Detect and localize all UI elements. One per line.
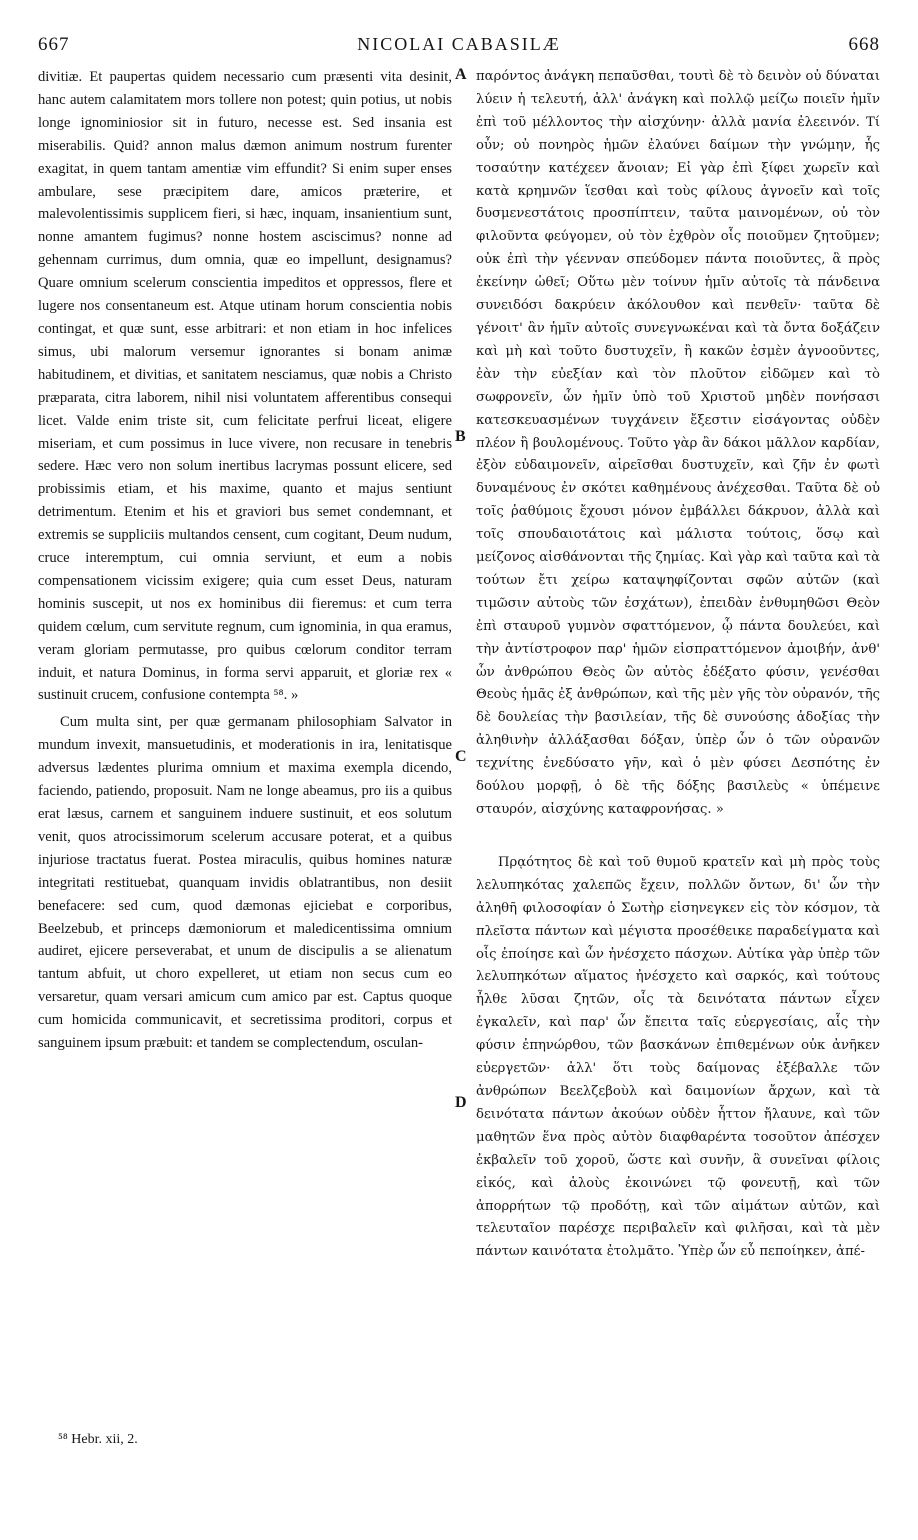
section-marker-c: C: [455, 748, 467, 765]
left-page-number: 667: [38, 34, 70, 55]
latin-column: [38, 66, 452, 1055]
footnote: ⁵⁸ Hebr. xii, 2.: [58, 1432, 138, 1447]
right-page-number: 668: [848, 34, 880, 55]
latin-paragraph: Cum multa sint, per quæ germanam philosophiam Salvator in mundum invexit, mansuetudinis, et moderationis in ira, lenitatisque adversus lædentes plurima omnium et maxima exempla dicendo, faciendo, patiendo, proposuit. Nam ne longe abeamus, pro iis a quibus erat læsus, carnem et sanguinem induere sustinuit, et eos solutum venit, quos atrocissimorum scelerum accusare poterat, et a quibus injuriose tractatus fuerat. Postea miraculis, quibus homines naturæ integritati restituebat, quanquam invidis oblatrantibus, non desiit benefacere: sed cum, quod dæmonas ejiciebat e corporibus, Beelzebub, et princeps dæmoniorum et maledicentissima omnium audiret, ejicere perseverabat, et unum de discipulis a se alienatum tantum abfuit, ut choro expelleret, ut etiam non secus cum eo versaretur, quam versari amicum cum amico par est. Captus quoque cum homicida communicavit, et secretissima proditori, corpus et sanguinem ipsum præbuit: et tandem se complectendum, osculan-: [38, 714, 452, 1052]
greek-column: [476, 66, 880, 1264]
section-marker-d: D: [455, 1094, 467, 1111]
greek-paragraph: Πρᾳότητος δὲ καὶ τοῦ θυμοῦ κρατεῖν καὶ μὴ πρὸς τοὺς λελυπηκότας χαλεπῶς ἔχειν, πολλῶν ὄντων, δι' ὧν τὴν ἀληθῆ φιλοσοφίαν ὁ Σωτὴρ εἰσηνεγκεν εἰς τὸν κόσμον, τὰ πλεῖστα πάντων καὶ μέγιστα προσέθεικε παραδείγματα καὶ οἷς ἐποίησε καὶ ὧν ἠνέσχετο πάσχων. Αὐτίκα γὰρ ὑπὲρ τῶν λελυπηκότων αἵματος ἠνέσχετο καὶ σαρκός, καὶ τούτους ἦλθε λῦσαι ζητῶν, οἷς τὰ δεινότατα πάντων εἶχεν ἐγκαλεῖν, καὶ παρ' ὧν ἔπειτα ταῖς εὐεργεσίαις, αἷς τὴν φύσιν ἐπηνώρθου, τῶν βασκάνων ἐπιθεμένων οὐκ ἀνῆκεν εὐεργετῶν· ἀλλ' ὅτι τοὺς δαίμονας ἐξέβαλλε τῶν ἀνθρώπων Βεελζεβοὺλ καὶ δαιμονίων ἄρχων, καὶ τὰ δεινότατα πάντων ἀκούων οὐδὲν ἧττον ἤλαυνε, καὶ τῶν μαθητῶν ἕνα πρὸς αὐτὸν διαφθαρέντα τοσοῦτον ἀπέσχεν ἐκβαλεῖν τοῦ χοροῦ, ὥστε καὶ συνῆν, ἃ συνεῖναι φίλοις εἰκός, καὶ ἁλοὺς ἐκοινώνει τῷ φονευτῇ, καὶ τῶν ἀπορρήτων τῷ προδότῃ, καὶ τῶν αἱμάτων αὐτῶν, καὶ τελευταῖον παρέσχε περιβαλεῖν καὶ φιλῆσαι, καὶ τὰ μὲν πάντων καινότατα ἐτολμᾶτο. Ὑπὲρ ὧν εὖ πεποίηκεν, ἀπέ-: [476, 854, 880, 1260]
section-marker-b: B: [455, 428, 466, 445]
latin-paragraph: divitiæ. Et paupertas quidem necessario cum præsenti vita desinit, hanc autem calamitatem mors tollere non potest; quin potius, ut nobis longe ignominiosior sit in futuro, necesse est. Sed insania est miserabilis. Quid? annon malus dæmon animum nostrum furenter exagitat, in quem tantam amentiæ vim effundit? Si enim super enses ambulare, sese præcipitem dare, amicos præterire, et malevolentissimis supplicem fieri, si hæc, inquam, insanientium sunt, nonne amantem fugimus? nonne hostem asciscimus? nonne ad gehennam currimus, dum omnia, quæ eo impellunt, designamus? Quare omnium scelerum conscientia impeditos et oppressos, flere et lugere nos consentaneum est. Atque utinam horum conscientia nobis contingat, et quæ sunt, esse arbitrari: et non etiam in hoc infelices simus, ubi malorum versemur ignorantes si bonam animæ habitudinem, et divitias, et sanitatem nesciamus, quæ nobis a Christo præparata, citra laborem, nihil nisi voluntatem afferentibus consequi licet. Valde enim triste sit, cum felicitate perfrui liceat, eligere miseriam, et cum possimus in luce vivere, non recusare in tenebris sedere. Hæc vero non solum inertibus lacrymas possunt elicere, sed probissimis etiam, et his maxime, quanto et majus sentiunt detrimentum. Etenim et his et graviori bus semet condemnant, et extremis se suppliciis multandos censent, cum cogitant, Deum nudum, cruce interemptum, cui omnia serviunt, et eum a nobis compensationem vicissim exigere; quia cum esset Deus, naturam hominis suscepit, ut nos ex hominibus dii fieremus: et cum terra quidem cœlum, cum servitute regnum, cum ignominia, in qua eramus, veram gloriam permutasse, pro quibus cœlorum conditor terram induit, et natura Dominus, in forma servi apparuit, et gloriæ rex « sustinuit crucem, confusione contempta ⁵⁸. »: [38, 69, 452, 704]
greek-paragraph: παρόντος ἀνάγκη πεπαῦσθαι, τουτὶ δὲ τὸ δεινὸν οὐ δύναται λύειν ἡ τελευτή, ἀλλ' ἀνάγκη καὶ πολλῷ μείζω ποιεῖν ἡμῖν ἐπὶ τοῦ μέλλοντος τὴν αἰσχύνην· ἀλλὰ μανία ἐλεεινόν. Τί οὖν; οὐ πονηρὸς ἡμῶν ἐλαύνει δαίμων τὴν γνώμην, ἧς τοσαύτην κατέχεεν ἄνοιαν; Εἰ γὰρ ἐπὶ ξίφει χωρεῖν καὶ κατὰ κρημνῶν ἵεσθαι καὶ τοὺς φίλους ἀγνοεῖν καὶ τοῖς δυσμενεστάτοις προσπίπτειν, ταῦτα μαινομένων, οὐ τὸν φιλοῦντα φεύγομεν, οὐ τὸν ἐχθρὸν οἷς ποιοῦμεν ζητοῦμεν; οὐκ ἐπὶ τὴν γέενναν σπεύδομεν πάντα ποιοῦντες, ἃ πρὸς ἐκείνην ὠθεῖ; Οὕτω μὲν τοίνυν ἡμῖν αὐτοῖς τὰ πάνδεινα συνειδόσι δακρύειν ἀκόλουθον καὶ πενθεῖν· ταῦτα δὲ γένοιτ' ἂν ἡμῖν αὐτοῖς συνεγνωκέναι καὶ τὰ ὄντα δοξάζειν καὶ μὴ καὶ τοῦτο δυστυχεῖν, ἢ κακῶν ἐσμὲν ἀγνοοῦντες, ἐὰν τὴν εὐεξίαν καὶ τὸν πλοῦτον εἰδῶμεν καὶ τὸ σωφρονεῖν, ὧν ἡμῖν ὑπὸ τοῦ Χριστοῦ μηδὲν πονήσασι κατεσκευασμένων τυγχάνειν ἔξεστιν εἰσάγοντας οὐδὲν πλέον ἢ βουλομένους. Τοῦτο γὰρ ἂν δάκοι μᾶλλον καρδίαν, ἐξὸν εὐδαιμονεῖν, αἱρεῖσθαι δυστυχεῖν, καὶ ζῆν ἐν φωτὶ δυναμένους ἐν σκότει καθημένους ἀνέχεσθαι. Ταῦτα δὲ οὐ τοῖς ῥαθύμοις ἔχουσι μόνον ἐμβάλλει δάκρυον, ἀλλὰ καὶ τοῖς σπουδαιοτάτοις καὶ μάλιστα τούτοις, ὅσῳ καὶ μείζονος αἰσθάνονται τῆς ζημίας. Καὶ γὰρ καὶ ταῦτα καὶ τὰ τούτων ἔτι χείρω καταψηφίζονται σφῶν αὐτῶν (καὶ τιμῶσιν αὐτοὺς τῶν ἐσχάτων), ἐπειδὰν ἐνθυμηθῶσι Θεὸν ἐπὶ σταυροῦ γυμνὸν σφαττόμενον, ᾧ πάντα δουλεύει, καὶ τὴν ἀντίστροφον παρ' ἡμῶν εἰσπραττόμενον ἀμοιβήν, ἀνθ' ὧν ἀνθρώπου Θεὸς ὢν αὐτὸς ἐδέξατο φύσιν, γενέσθαι Θεοὺς ἡμᾶς ἐξ ἀνθρώπων, καὶ τῆς μὲν γῆς τὸν οὐρανόν, τῆς δὲ δουλείας τὴν βασιλείαν, τῆς δὲ συνούσης ἀδοξίας τὴν ἀληθινὴν ἀλλάξασθαι δόξαν, ὑπὲρ ὧν ὁ τῶν οὐρανῶν τεχνίτης ἐνεδύσατο γῆν, καὶ ὁ μὲν φύσει Δεσπότης ἐν δούλου μορφῇ, ὁ δὲ τῆς δόξης βασιλεὺς « ὑπέμεινε σταυρόν, αἰσχύνης καταφρονήσας. »: [476, 69, 880, 817]
section-marker-a: A: [455, 66, 467, 83]
running-title: NICOLAI CABASILÆ: [357, 34, 561, 54]
